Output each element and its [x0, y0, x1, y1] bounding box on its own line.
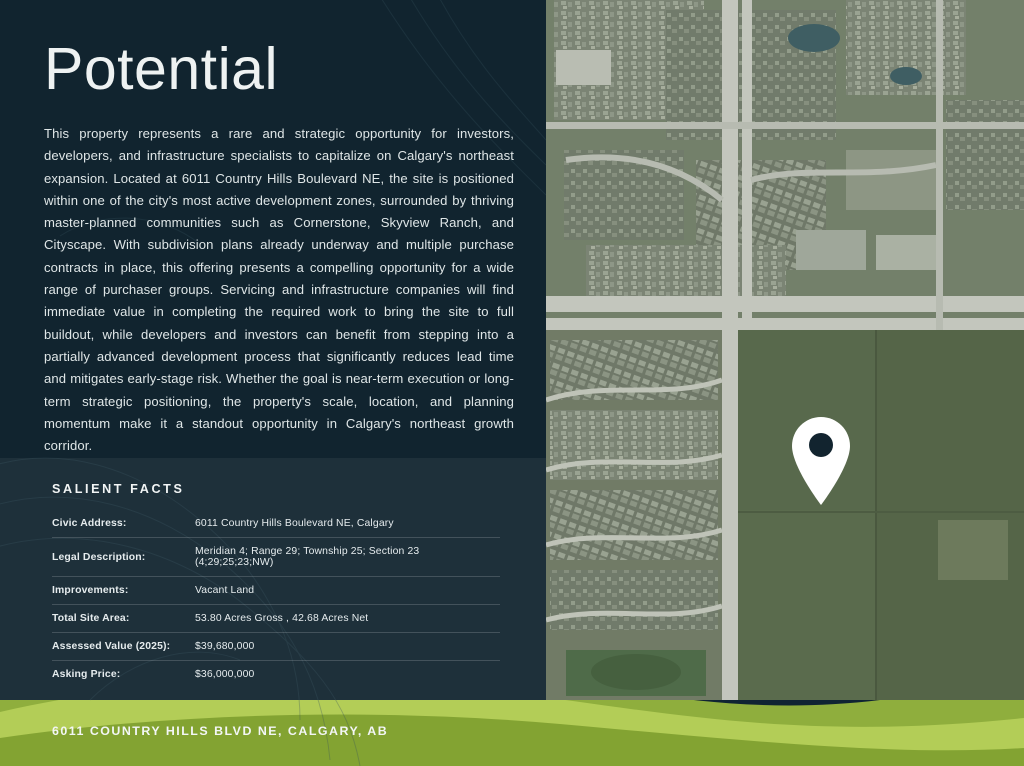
table-row [52, 577, 500, 605]
fact-label: Assessed Value (2025): [52, 641, 171, 652]
fact-value: $36,000,000 [195, 669, 255, 680]
fact-value: $39,680,000 [195, 641, 255, 652]
table-row [52, 510, 500, 538]
table-row [52, 661, 500, 689]
fact-value: 53.80 Acres Gross , 42.68 Acres Net [195, 613, 369, 624]
body-paragraph: This property represents a rare and strategic opportunity for investors, developers, and infrastructure specialists to capitalize on Calgary's northeast expansion. Located at 6011 Country Hills Boulevard NE, the site is positioned within one of the city's most active development zones, surrounded by thriving master-planned communities such as Cornerstone, Skyview Ranch, and Cityscape. With subdivision plans already underway and multiple purchase contracts in place, this offering presents a compelling opportunity for a wide range of purchaser groups. Servicing and infrastructure companies will find immediate value in completing the required work to bring the site to full buildout, while developers and investors can benefit from stepping into a partially advanced development process that significantly reduces lead time and mitigates early-stage risk. Whether the goal is near-term execution or long-term strategic positioning, the property's scale, location, and planning momentum make it a standout opportunity in Calgary's northeast growth corridor. [44, 126, 514, 454]
footer-address: 6011 COUNTRY HILLS BLVD NE, CALGARY, AB [52, 724, 389, 738]
salient-facts-block [0, 458, 546, 700]
table-row [52, 605, 500, 633]
aerial-map-image [546, 0, 1024, 700]
fact-value: Meridian 4; Range 29; Township 25; Section 23 (4;29;25;23;NW) [195, 546, 420, 568]
fact-label: Asking Price: [52, 669, 121, 680]
map-pin-icon [790, 415, 852, 507]
page-title: Potential [44, 36, 279, 102]
fact-value: 6011 Country Hills Boulevard NE, Calgary [195, 518, 394, 529]
salient-facts-heading: SALIENT FACTS [52, 482, 185, 496]
salient-facts-table [52, 510, 500, 688]
table-row [52, 538, 500, 577]
fact-label: Total Site Area: [52, 613, 130, 624]
fact-label: Civic Address: [52, 518, 127, 529]
table-row [52, 633, 500, 661]
fact-label: Improvements: [52, 585, 129, 596]
fact-label: Legal Description: [52, 551, 146, 563]
fact-value: Vacant Land [195, 585, 255, 596]
